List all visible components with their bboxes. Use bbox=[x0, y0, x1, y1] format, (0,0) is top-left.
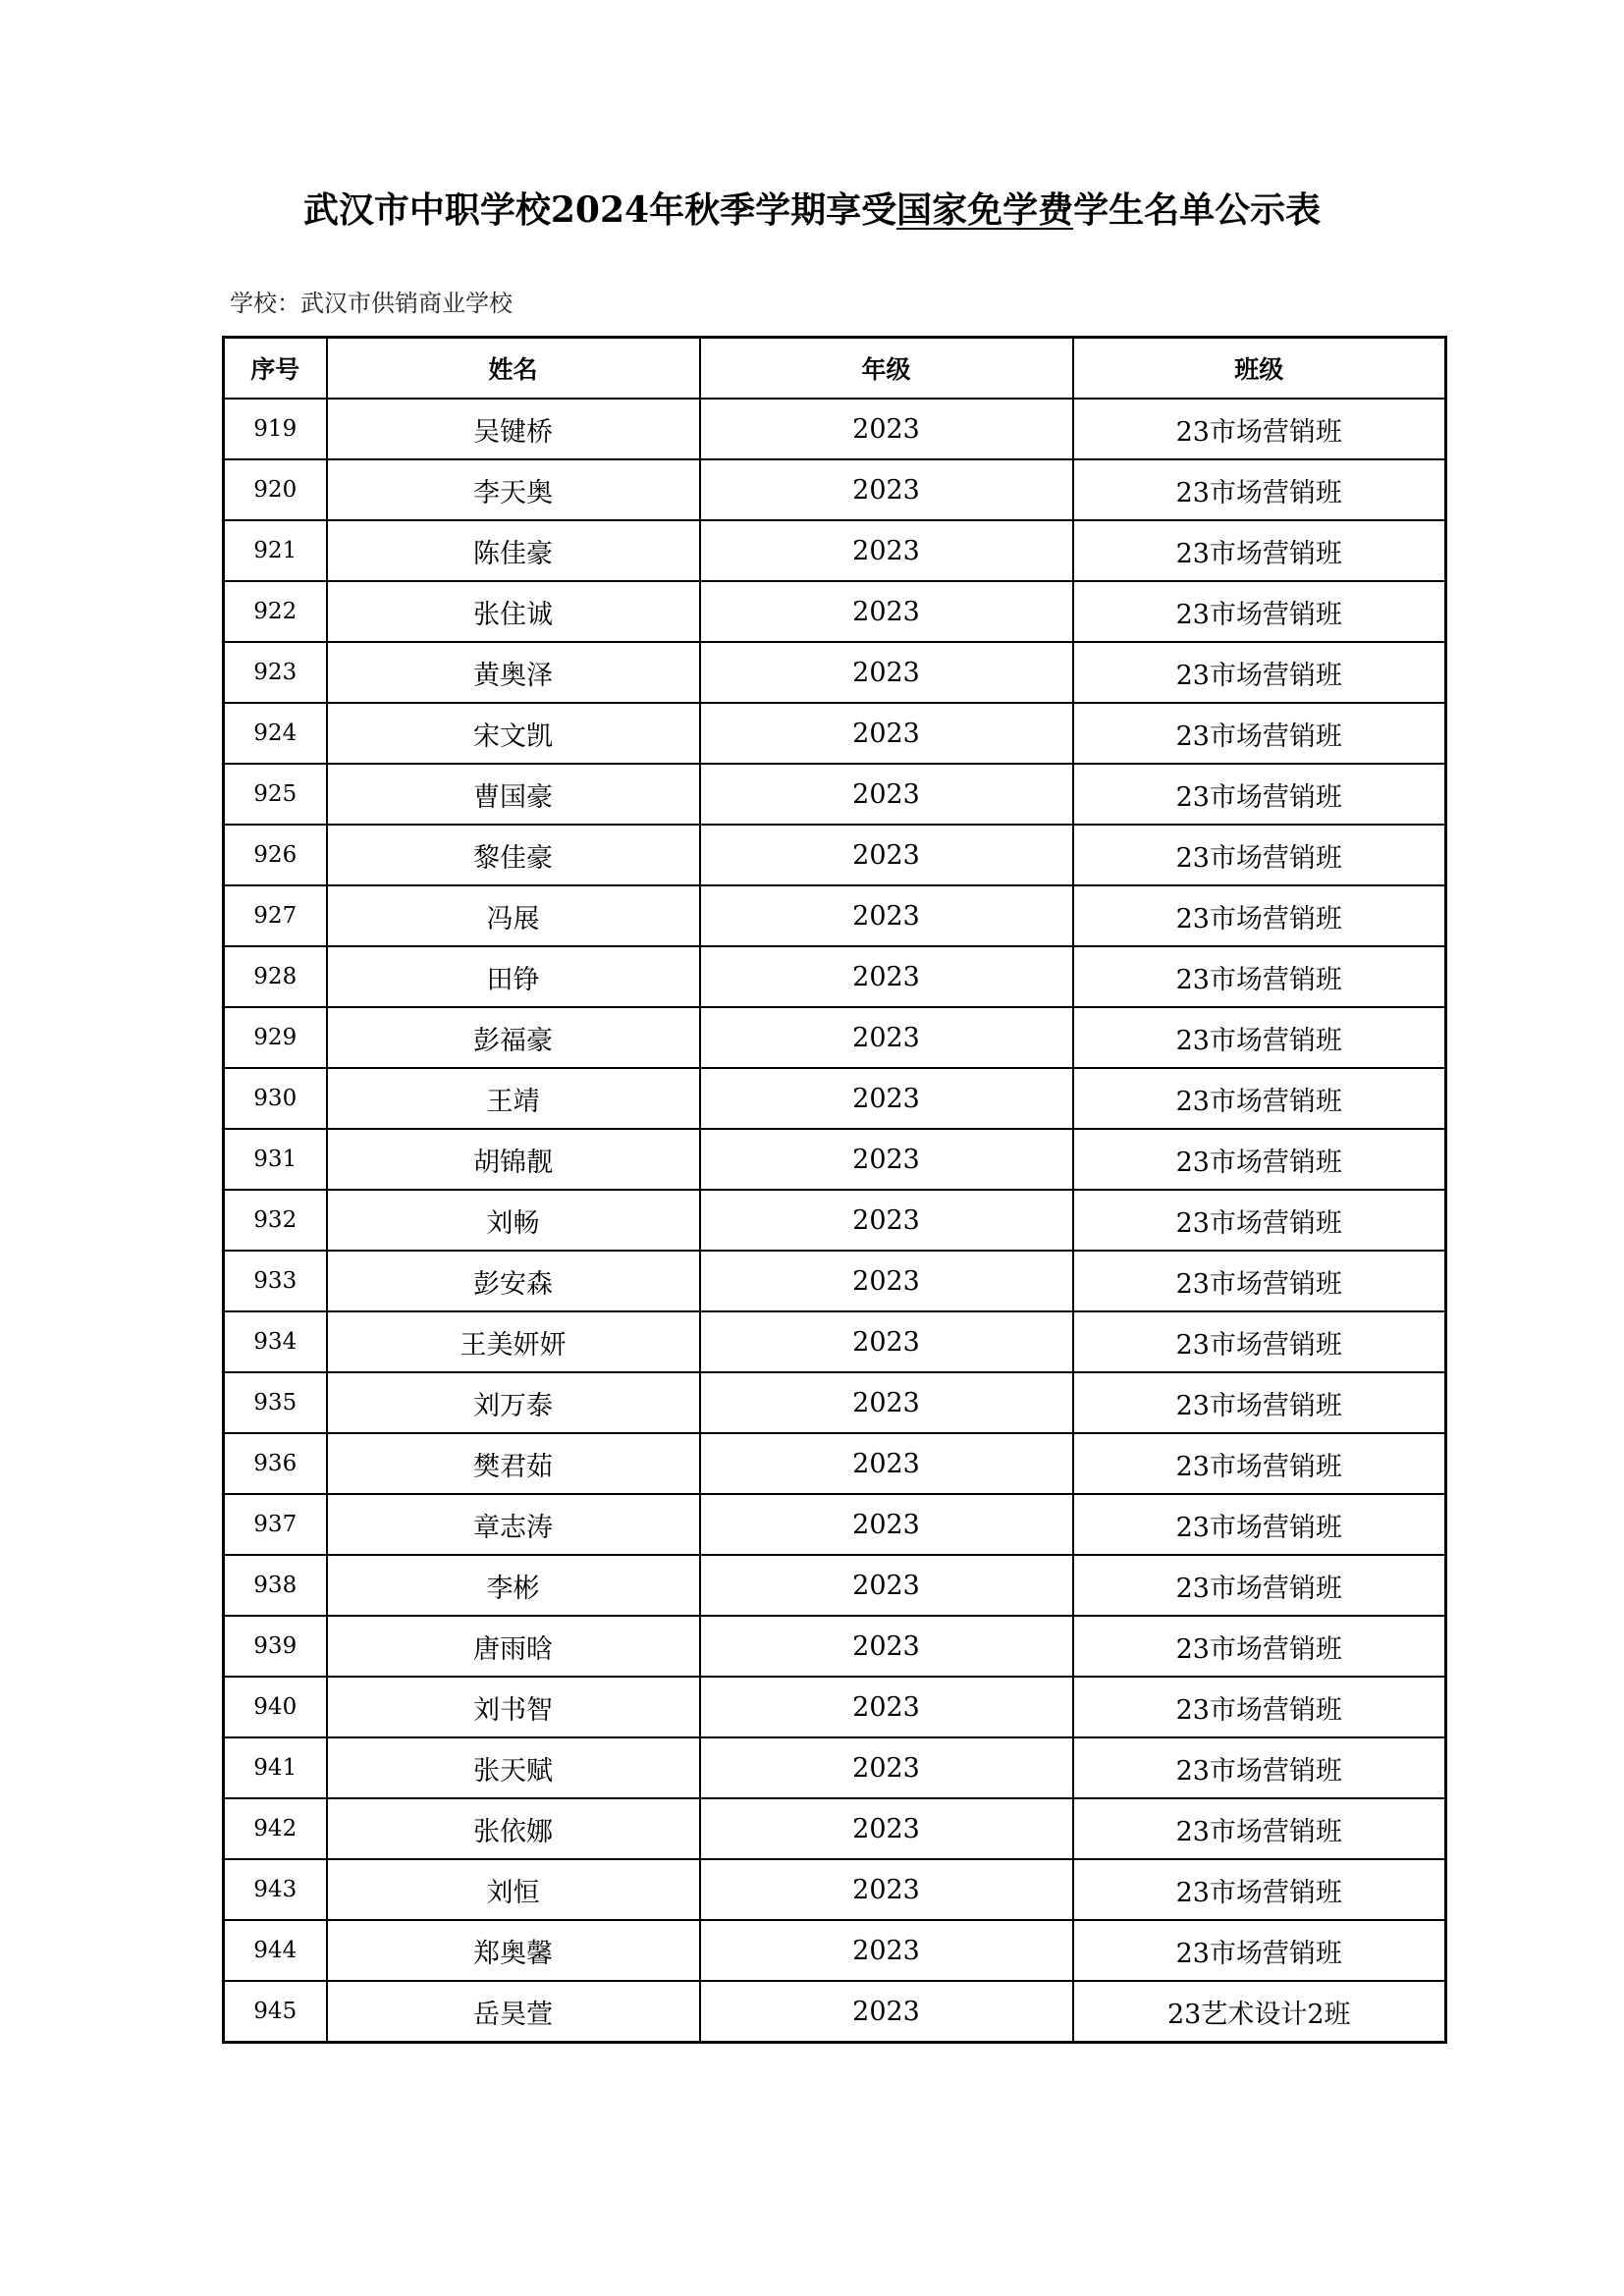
header-name: 姓名 bbox=[327, 338, 700, 400]
name-cell: 岳昊萱 bbox=[327, 1981, 700, 2043]
name-cell: 刘书智 bbox=[327, 1677, 700, 1737]
seq-cell: 938 bbox=[224, 1555, 327, 1616]
name-cell: 唐雨晗 bbox=[327, 1616, 700, 1677]
grade-cell: 2023 bbox=[700, 1190, 1073, 1251]
grade-cell: 2023 bbox=[700, 1007, 1073, 1068]
seq-cell: 941 bbox=[224, 1737, 327, 1798]
seq-cell: 919 bbox=[224, 399, 327, 459]
seq-cell: 920 bbox=[224, 459, 327, 520]
class-cell: 23市场营销班 bbox=[1073, 1859, 1446, 1920]
grade-cell: 2023 bbox=[700, 1129, 1073, 1190]
class-cell: 23市场营销班 bbox=[1073, 1920, 1446, 1981]
grade-cell: 2023 bbox=[700, 1311, 1073, 1372]
table-row bbox=[224, 1555, 1446, 1616]
name-cell: 李彬 bbox=[327, 1555, 700, 1616]
table-row bbox=[224, 703, 1446, 764]
table-body bbox=[224, 399, 1446, 2043]
name-cell: 李天奥 bbox=[327, 459, 700, 520]
class-cell: 23市场营销班 bbox=[1073, 1068, 1446, 1129]
table-row bbox=[224, 1251, 1446, 1311]
name-cell: 彭安森 bbox=[327, 1251, 700, 1311]
table-row bbox=[224, 1372, 1446, 1433]
class-cell: 23市场营销班 bbox=[1073, 1616, 1446, 1677]
table-row bbox=[224, 1859, 1446, 1920]
page-title bbox=[0, 185, 1624, 236]
grade-cell: 2023 bbox=[700, 399, 1073, 459]
table-row bbox=[224, 459, 1446, 520]
header-grade: 年级 bbox=[700, 338, 1073, 400]
class-cell: 23市场营销班 bbox=[1073, 1372, 1446, 1433]
table-row bbox=[224, 642, 1446, 703]
class-cell: 23市场营销班 bbox=[1073, 1311, 1446, 1372]
name-cell: 曹国豪 bbox=[327, 764, 700, 825]
name-cell: 彭福豪 bbox=[327, 1007, 700, 1068]
header-class: 班级 bbox=[1073, 338, 1446, 400]
class-cell: 23市场营销班 bbox=[1073, 825, 1446, 885]
class-cell: 23市场营销班 bbox=[1073, 1737, 1446, 1798]
grade-cell: 2023 bbox=[700, 1433, 1073, 1494]
seq-cell: 936 bbox=[224, 1433, 327, 1494]
class-cell: 23市场营销班 bbox=[1073, 1129, 1446, 1190]
name-cell: 樊君茹 bbox=[327, 1433, 700, 1494]
table-row bbox=[224, 1129, 1446, 1190]
name-cell: 章志涛 bbox=[327, 1494, 700, 1555]
seq-cell: 926 bbox=[224, 825, 327, 885]
class-cell: 23艺术设计2班 bbox=[1073, 1981, 1446, 2043]
seq-cell: 925 bbox=[224, 764, 327, 825]
class-cell: 23市场营销班 bbox=[1073, 399, 1446, 459]
grade-cell: 2023 bbox=[700, 1494, 1073, 1555]
class-cell: 23市场营销班 bbox=[1073, 581, 1446, 642]
class-cell: 23市场营销班 bbox=[1073, 642, 1446, 703]
class-cell: 23市场营销班 bbox=[1073, 459, 1446, 520]
seq-cell: 935 bbox=[224, 1372, 327, 1433]
class-cell: 23市场营销班 bbox=[1073, 520, 1446, 581]
name-cell: 胡锦靓 bbox=[327, 1129, 700, 1190]
grade-cell: 2023 bbox=[700, 1859, 1073, 1920]
seq-cell: 942 bbox=[224, 1798, 327, 1859]
school-label: 学校： bbox=[230, 290, 300, 317]
name-cell: 黎佳豪 bbox=[327, 825, 700, 885]
table-row bbox=[224, 1737, 1446, 1798]
name-cell: 王美妍妍 bbox=[327, 1311, 700, 1372]
school-name: 武汉市供销商业学校 bbox=[300, 290, 513, 317]
seq-cell: 933 bbox=[224, 1251, 327, 1311]
table-row bbox=[224, 520, 1446, 581]
class-cell: 23市场营销班 bbox=[1073, 946, 1446, 1007]
grade-cell: 2023 bbox=[700, 1251, 1073, 1311]
class-cell: 23市场营销班 bbox=[1073, 703, 1446, 764]
table-row bbox=[224, 1677, 1446, 1737]
header-seq: 序号 bbox=[224, 338, 327, 400]
grade-cell: 2023 bbox=[700, 885, 1073, 946]
table-row bbox=[224, 399, 1446, 459]
grade-cell: 2023 bbox=[700, 459, 1073, 520]
seq-cell: 921 bbox=[224, 520, 327, 581]
name-cell: 张依娜 bbox=[327, 1798, 700, 1859]
table-row bbox=[224, 1981, 1446, 2043]
seq-cell: 939 bbox=[224, 1616, 327, 1677]
name-cell: 张天赋 bbox=[327, 1737, 700, 1798]
grade-cell: 2023 bbox=[700, 764, 1073, 825]
table-row bbox=[224, 1616, 1446, 1677]
table-row bbox=[224, 1433, 1446, 1494]
seq-cell: 937 bbox=[224, 1494, 327, 1555]
table-row bbox=[224, 825, 1446, 885]
seq-cell: 932 bbox=[224, 1190, 327, 1251]
name-cell: 刘恒 bbox=[327, 1859, 700, 1920]
table-row bbox=[224, 1494, 1446, 1555]
class-cell: 23市场营销班 bbox=[1073, 1798, 1446, 1859]
class-cell: 23市场营销班 bbox=[1073, 1677, 1446, 1737]
seq-cell: 931 bbox=[224, 1129, 327, 1190]
class-cell: 23市场营销班 bbox=[1073, 1494, 1446, 1555]
grade-cell: 2023 bbox=[700, 1981, 1073, 2043]
seq-cell: 929 bbox=[224, 1007, 327, 1068]
seq-cell: 943 bbox=[224, 1859, 327, 1920]
class-cell: 23市场营销班 bbox=[1073, 885, 1446, 946]
grade-cell: 2023 bbox=[700, 1737, 1073, 1798]
table-row bbox=[224, 581, 1446, 642]
table-row bbox=[224, 1920, 1446, 1981]
table-row bbox=[224, 1007, 1446, 1068]
grade-cell: 2023 bbox=[700, 825, 1073, 885]
title-highlight: 国家免学费 bbox=[896, 189, 1074, 231]
seq-cell: 945 bbox=[224, 1981, 327, 2043]
grade-cell: 2023 bbox=[700, 1616, 1073, 1677]
grade-cell: 2023 bbox=[700, 1798, 1073, 1859]
seq-cell: 940 bbox=[224, 1677, 327, 1737]
student-table bbox=[222, 336, 1447, 2044]
grade-cell: 2023 bbox=[700, 946, 1073, 1007]
seq-cell: 930 bbox=[224, 1068, 327, 1129]
seq-cell: 927 bbox=[224, 885, 327, 946]
table-row bbox=[224, 764, 1446, 825]
name-cell: 王靖 bbox=[327, 1068, 700, 1129]
class-cell: 23市场营销班 bbox=[1073, 1190, 1446, 1251]
class-cell: 23市场营销班 bbox=[1073, 1555, 1446, 1616]
grade-cell: 2023 bbox=[700, 1555, 1073, 1616]
name-cell: 田铮 bbox=[327, 946, 700, 1007]
table-row bbox=[224, 1311, 1446, 1372]
title-suffix: 学生名单公示表 bbox=[1073, 189, 1322, 231]
grade-cell: 2023 bbox=[700, 520, 1073, 581]
name-cell: 吴键桥 bbox=[327, 399, 700, 459]
table-row bbox=[224, 1068, 1446, 1129]
seq-cell: 922 bbox=[224, 581, 327, 642]
grade-cell: 2023 bbox=[700, 1068, 1073, 1129]
class-cell: 23市场营销班 bbox=[1073, 1251, 1446, 1311]
seq-cell: 928 bbox=[224, 946, 327, 1007]
name-cell: 陈佳豪 bbox=[327, 520, 700, 581]
seq-cell: 944 bbox=[224, 1920, 327, 1981]
grade-cell: 2023 bbox=[700, 642, 1073, 703]
grade-cell: 2023 bbox=[700, 1677, 1073, 1737]
seq-cell: 934 bbox=[224, 1311, 327, 1372]
class-cell: 23市场营销班 bbox=[1073, 1007, 1446, 1068]
title-prefix: 武汉市中职学校2024年秋季学期享受 bbox=[302, 189, 897, 231]
name-cell: 郑奥馨 bbox=[327, 1920, 700, 1981]
name-cell: 黄奥泽 bbox=[327, 642, 700, 703]
name-cell: 张住诚 bbox=[327, 581, 700, 642]
grade-cell: 2023 bbox=[700, 581, 1073, 642]
class-cell: 23市场营销班 bbox=[1073, 764, 1446, 825]
seq-cell: 923 bbox=[224, 642, 327, 703]
table-header-row bbox=[224, 338, 1446, 400]
name-cell: 冯展 bbox=[327, 885, 700, 946]
table-row bbox=[224, 1798, 1446, 1859]
name-cell: 刘畅 bbox=[327, 1190, 700, 1251]
grade-cell: 2023 bbox=[700, 703, 1073, 764]
table-row bbox=[224, 946, 1446, 1007]
table-row bbox=[224, 885, 1446, 946]
seq-cell: 924 bbox=[224, 703, 327, 764]
school-line bbox=[230, 287, 513, 320]
class-cell: 23市场营销班 bbox=[1073, 1433, 1446, 1494]
name-cell: 宋文凯 bbox=[327, 703, 700, 764]
name-cell: 刘万泰 bbox=[327, 1372, 700, 1433]
table-row bbox=[224, 1190, 1446, 1251]
grade-cell: 2023 bbox=[700, 1920, 1073, 1981]
grade-cell: 2023 bbox=[700, 1372, 1073, 1433]
